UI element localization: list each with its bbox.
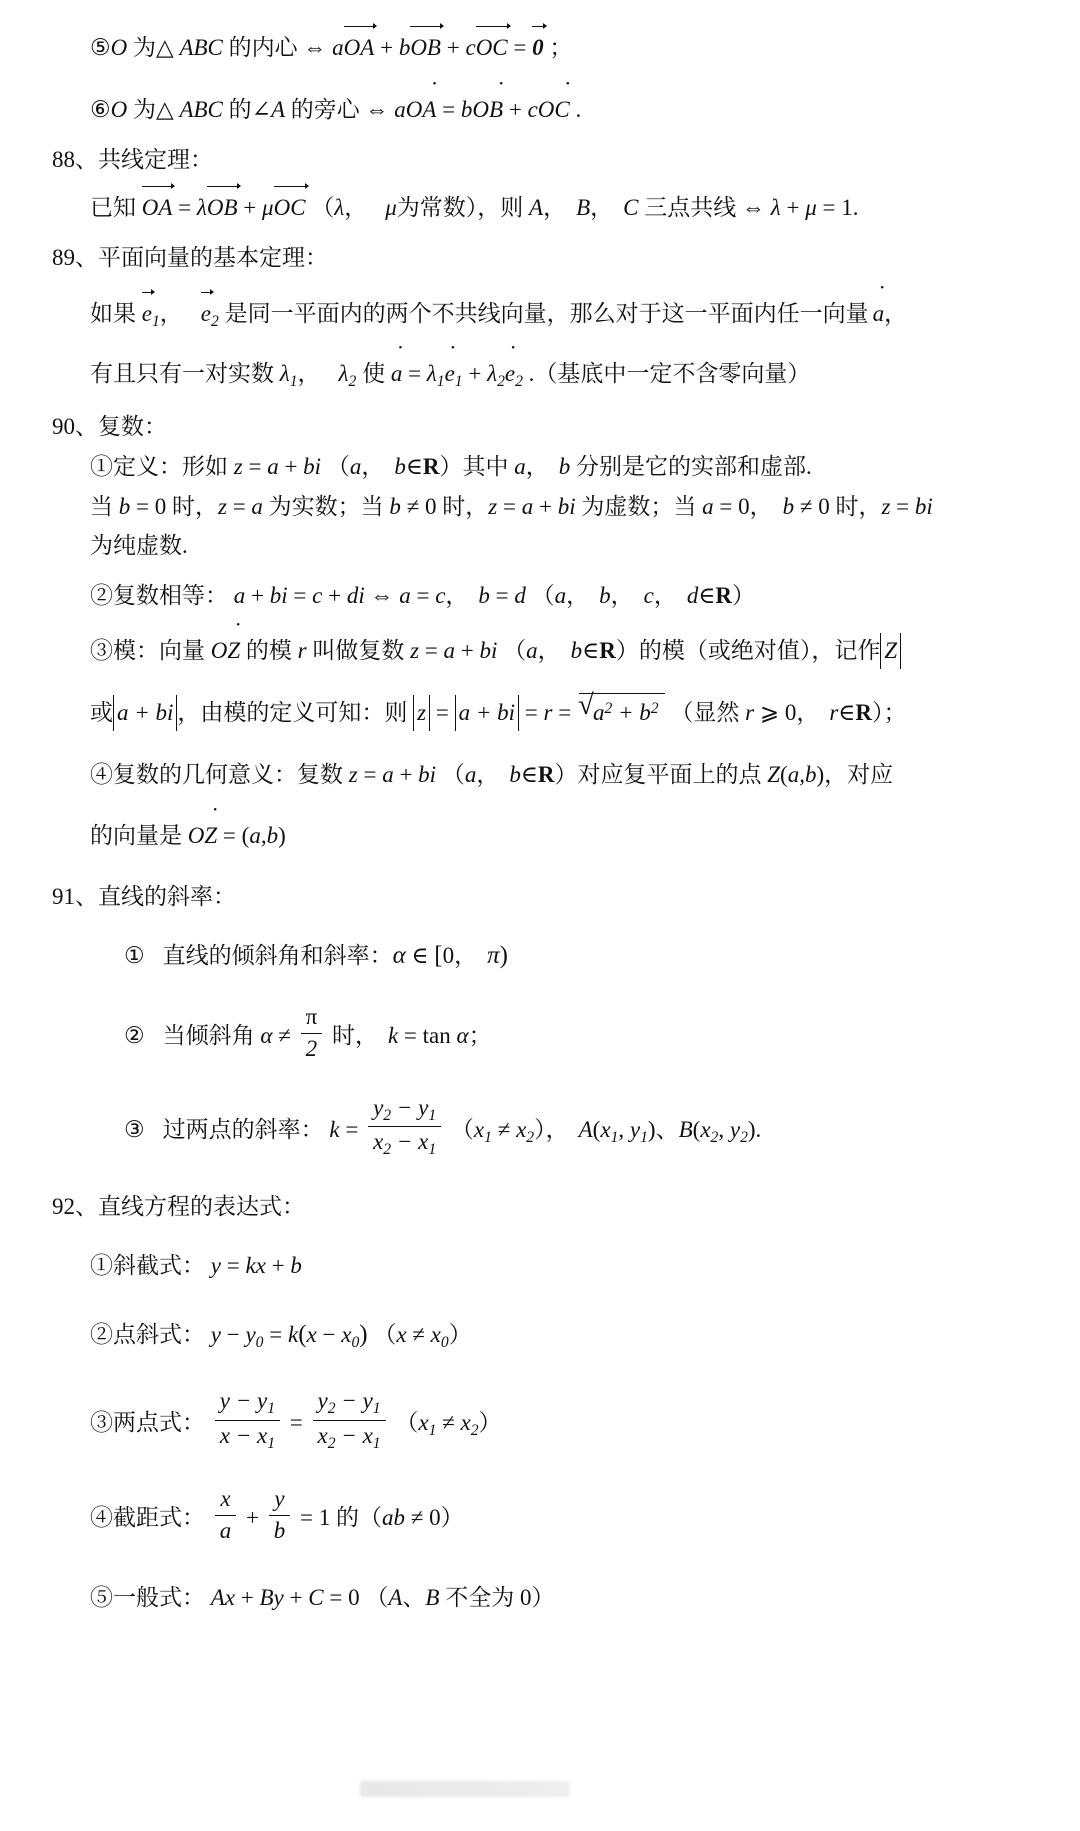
section-92	[52, 1190, 1028, 1225]
section-92-sub-3: ③两点式： $\frac{y - y_1}{x - x_1}$ = $\frac{y_2 - y_1}{x_2 - x_1}$ $(x_1 \ne x_2)$	[90, 1388, 502, 1452]
section-88-body: 已知 OA = λOB + μOC （λ， μ为常数），则 A， B， C 三点共线 ⇔ λ + μ = 1.	[52, 188, 1028, 226]
section-91	[52, 880, 1028, 915]
section-91-sub-2: ② 当倾斜角 α ≠ $\frac{\pi}{2}$ 时， k = tan α；	[124, 1004, 492, 1062]
section-90-sub-2a: 当 b = 0 时，z = a 为实数；当 b ≠ 0 时，z = a + bi 为虚数；当 a = 0， b ≠ 0 时，z = bi	[90, 493, 933, 519]
section-number: 92、	[52, 1193, 98, 1219]
section-92-sub-1: ①斜截式： y = kx + b	[90, 1253, 302, 1279]
section-90-sub-6: ④复数的几何意义：复数 z = a + bi （a， b∈R）对应复平面上的点 Z(a,b)，对应	[90, 761, 894, 787]
section-88	[52, 143, 1028, 178]
list-item: ⑤O 为△ ABC 的内心 ⇔ aOA + bOB + cOC = 0 ；	[52, 28, 1028, 66]
section-89-line1: 如果 $e_1$， $e_2$ 是同一平面内的两个不共线向量，那么对于这一平面内任一向量 a •，	[52, 294, 1028, 334]
section-90-sub-1: ①定义：形如 z = a + bi （a， b∈R）其中 a， b 分别是它的实部和虚部.	[90, 453, 812, 479]
section-heading: 平面向量的基本定理：	[98, 245, 328, 271]
section-90-sub-7: 的向量是 OZ • = (a,b)	[52, 818, 1028, 854]
section-heading: 复数：	[98, 414, 167, 440]
section-91-sub-1: ① 直线的倾斜角和斜率：α ∈ [0， π)	[124, 941, 508, 969]
section-90-sub-3: ②复数相等： a + bi = c + di ⇔ a = c， b = d （a， b， c， d∈R）	[90, 582, 756, 608]
section-90-sub-2b: 为纯虚数.	[90, 533, 188, 559]
page-footer-watermark	[360, 1781, 570, 1797]
section-90-sub-4: ③模：向量 OZ • 的模 r 叫做复数 z = a + bi （a， b∈R）的模（或绝对值），记作 Z	[52, 633, 1028, 669]
section-92-sub-2: ②点斜式： $y - y_0 = k(x - x_0) (x \ne x_0)$	[90, 1321, 472, 1351]
section-89-line2: 有且只有一对实数 $\lambda_1$， $\lambda_2$ 使 a • = $\lambda_1e$ $•_1 + \lambda_2e$ $•_2$ .（基底中一定不含零向量）	[52, 356, 1028, 394]
section-90-sub-5: 或 a + bi ，由模的定义可知：则 z = a + bi = r = √ $a^2 + b^2$ （显然 r ⩾ 0， r∈R）；	[52, 693, 1028, 731]
section-number: 88、	[52, 147, 98, 173]
section-heading: 直线的斜率：	[98, 884, 236, 910]
section-90	[52, 410, 1028, 445]
section-number: 91、	[52, 884, 98, 910]
section-91-sub-3: ③ 过两点的斜率： k = $\frac{y_2 - y_1}{x_2 - x_1}$ $(x_1 \ne x_2)$， $A(x_1$, $y_1$)、$B(x_2$, $y_2$).	[124, 1094, 762, 1159]
section-heading: 直线方程的表达式：	[98, 1193, 305, 1219]
section-heading: 共线定理：	[98, 147, 213, 173]
section-89	[52, 241, 1028, 276]
section-92-sub-5: ⑤一般式： Ax + By + C = 0 （A、B 不全为 0）	[90, 1584, 555, 1610]
list-item: ⑥O 为△ ABC 的∠A 的旁心 ⇔ aOA • = bOB • + cOC • .	[52, 92, 1028, 128]
section-number: 90、	[52, 414, 98, 440]
section-number: 89、	[52, 245, 98, 271]
section-92-sub-4: ④截距式： $\frac{x}{a}$ + $\frac{y}{b}$ = 1 的（ab ≠ 0）	[90, 1486, 464, 1544]
